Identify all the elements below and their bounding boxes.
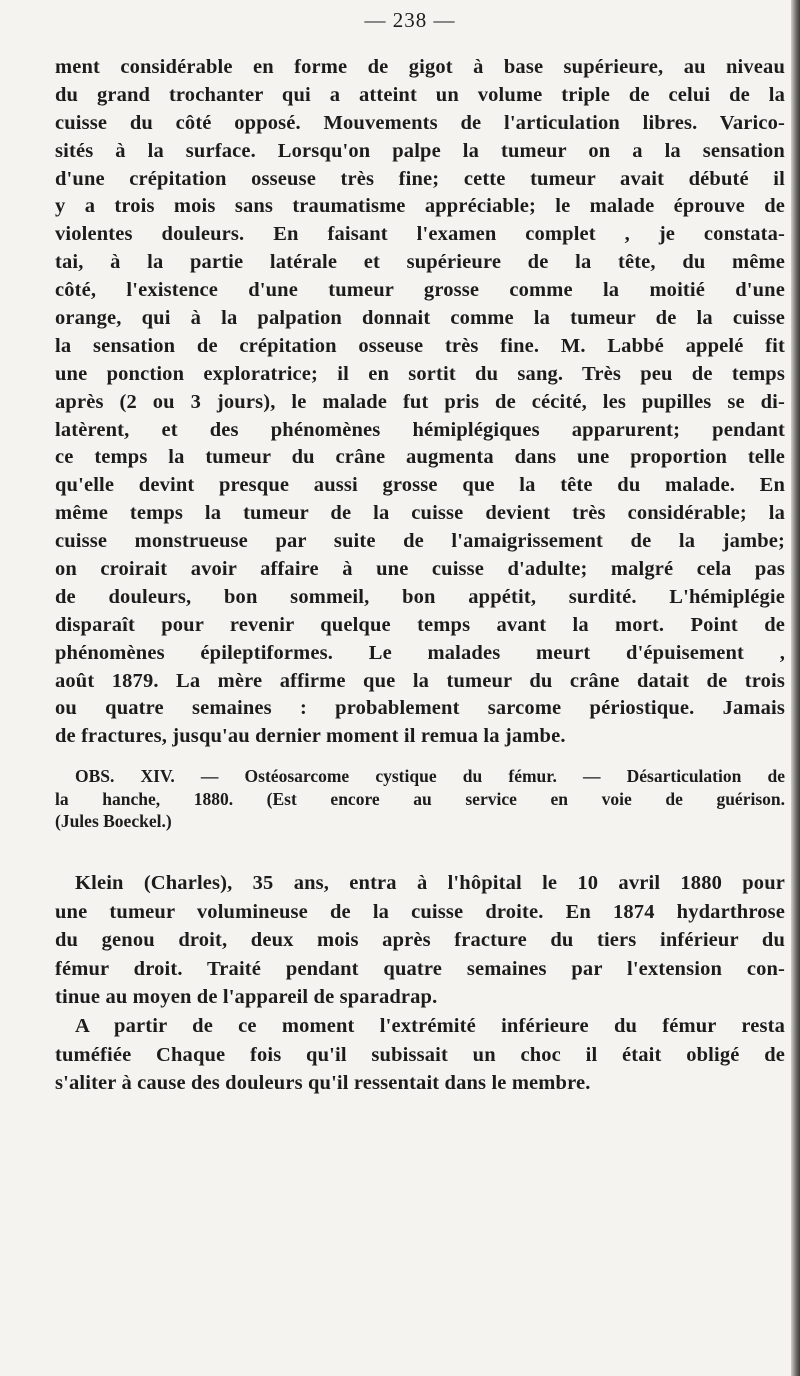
text-line: on croirait avoir affaire à une cuisse d'adulte; malgré cela pas (55, 558, 785, 581)
observation-heading (55, 765, 785, 833)
text-line: côté, l'existence d'une tumeur grosse comme la moitié d'une (55, 279, 785, 302)
text-line: Klein (Charles), 35 ans, entra à l'hôpital le 10 avril 1880 pour (75, 872, 785, 894)
text-line: une ponction exploratrice; il en sortit du sang. Très peu de temps (55, 362, 785, 385)
text-line: ment considérable en forme de gigot à base supérieure, au niveau (55, 56, 785, 78)
text-line: août 1879. La mère affirme que la tumeur du crâne datait de trois (55, 669, 785, 692)
text-line: violentes douleurs. En faisant l'examen complet , je constata- (55, 223, 785, 246)
text-line: après (2 ou 3 jours), le malade fut pris de cécité, les pupilles se di- (55, 390, 785, 413)
text-line: de douleurs, bon sommeil, bon appétit, surdité. L'hémiplégie (55, 585, 785, 608)
text-line: de fractures, jusqu'au dernier moment il remua la jambe. (55, 725, 566, 748)
text-line: cuisse monstrueuse par suite de l'amaigrissement de la jambe; (55, 530, 785, 553)
text-line: phénomènes épileptiformes. Le malades meurt d'épuisement , (55, 641, 785, 664)
text-line: cuisse du côté opposé. Mouvements de l'articulation libres. Varico- (55, 111, 785, 134)
text-line: latèrent, et des phénomènes hémiplégiques apparurent; pendant (55, 418, 785, 441)
text-line: fémur droit. Traité pendant quatre semaines par l'extension con- (55, 957, 785, 980)
paragraph-klein-case (55, 869, 785, 1098)
text-line: (Jules Boeckel.) (55, 811, 172, 831)
text-line: une tumeur volumineuse de la cuisse droite. En 1874 hydarthrose (55, 900, 785, 923)
text-line: y a trois mois sans traumatisme appréciable; le malade éprouve de (55, 195, 785, 218)
text-line: disparaît pour revenir quelque temps avant la mort. Point de (55, 613, 785, 636)
text-line: la sensation de crépitation osseuse très fine. M. Labbé appelé fit (55, 334, 785, 357)
text-line: du genou droit, deux mois après fracture du tiers inférieur du (55, 929, 785, 952)
page-edge-shadow (791, 0, 800, 1376)
text-line: s'aliter à cause des douleurs qu'il ressentait dans le membre. (55, 1072, 591, 1095)
page-number: — 238 — (364, 8, 456, 32)
text-line: la hanche, 1880. (Est encore au service en voie de guérison. (55, 788, 785, 809)
text-line: sités à la surface. Lorsqu'on palpe la tumeur on a la sensation (55, 139, 785, 162)
text-line: OBS. XIV. — Ostéosarcome cystique du fémur. — Désarticulation de (75, 766, 785, 786)
text-line: orange, qui à la palpation donnait comme la tumeur de la cuisse (55, 307, 785, 330)
text-line: d'une crépitation osseuse très fine; cette tumeur avait débuté il (55, 167, 785, 190)
paragraph-case-description (55, 54, 785, 751)
text-line: tinue au moyen de l'appareil de sparadrap. (55, 986, 438, 1009)
text-line: qu'elle devint presque aussi grosse que la tête du malade. En (55, 474, 785, 497)
text-line: tai, à la partie latérale et supérieure de la tête, du même (55, 251, 785, 274)
text-line: même temps la tumeur de la cuisse devient très considérable; la (55, 502, 785, 525)
text-line: ce temps la tumeur du crâne augmenta dans une proportion telle (55, 446, 785, 469)
text-line: tuméfiée Chaque fois qu'il subissait un choc il était obligé de (55, 1043, 785, 1066)
text-line: A partir de ce moment l'extrémité inférieure du fémur resta (75, 1014, 785, 1037)
text-line: ou quatre semaines : probablement sarcome périostique. Jamais (55, 697, 785, 720)
text-line: du grand trochanter qui a atteint un volume triple de celui de la (55, 83, 785, 106)
